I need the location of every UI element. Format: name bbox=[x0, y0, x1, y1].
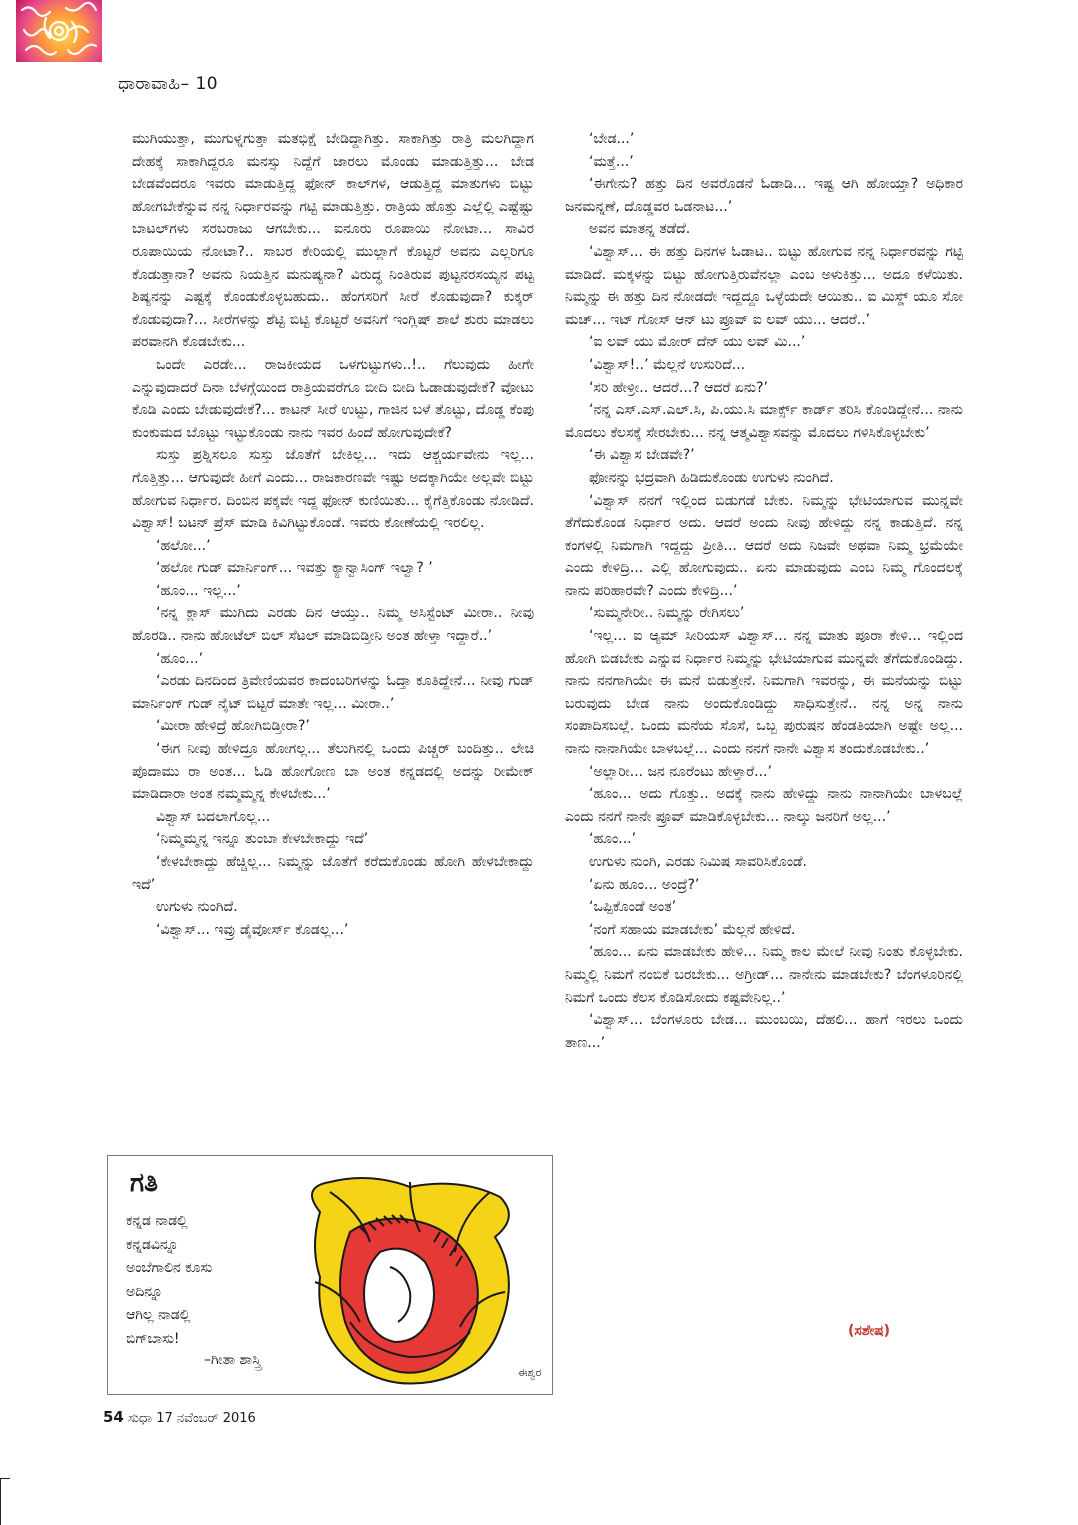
poem-box bbox=[107, 1155, 553, 1395]
dialogue-line: ‘ಅಲ್ಲಾರೀ... ಜನ ನೂರೆಂಟು ಹೇಳ್ತಾರೆ...’ bbox=[589, 763, 772, 780]
dialogue-line: ‘ನಿಮ್ಮಮ್ಮನ್ನ ಇನ್ನೂ ತುಂಬಾ ಕೇಳಬೇಕಾದ್ದು ಇದೆ’ bbox=[156, 831, 369, 848]
dialogue-line: ‘ಒಪ್ಪಿಕೊಂಡೆ ಅಂತ’ bbox=[589, 899, 677, 916]
dialogue-line: ‘ಸರಿ ಹೇಳ್ರೀ.. ಆದರೆ...? ಆದರೆ ಏನು?’ bbox=[589, 379, 768, 396]
poem-line: ಆಗಿಲ್ಲ ನಾಡಲ್ಲಿ bbox=[126, 1307, 191, 1323]
series-label: ಧಾರಾವಾಹಿ– 10 bbox=[118, 74, 219, 94]
poem-author: –ಗೀತಾ ಶಾಸ್ತ್ರಿ bbox=[204, 1352, 262, 1368]
dialogue-line: ‘ನನ್ನ ಕ್ಲಾಸ್ ಮುಗಿದು ಎರಡು ದಿನ ಆಯ್ತು.. ನಿಮ್ಮ ಅಸಿಸ್ಟೆಂಟ್ ಮೀರಾ.. ನೀವು ಹೊರಡಿ.. ನಾನು ಹೋಟೆಲ್ ಬಿಲ್ ಸೆಟಲ್ ಮಾಡಿಬಿಡ್ತೀನಿ ಅಂತ ಹೇಳ್ತಾ ಇದ್ದಾರೆ..’ bbox=[132, 605, 534, 645]
left-text-column bbox=[132, 128, 534, 941]
poem-lines bbox=[126, 1210, 212, 1351]
magazine-name: ಸುಧಾ bbox=[128, 1411, 153, 1426]
dialogue-line: ‘ಹೂಂ... ಅದು ಗೊತ್ತು.. ಅದಕ್ಕೆ ನಾನು ಹೇಳಿದ್ದು ನಾನು ನಾನಾಗಿಯೇ ಬಾಳಬಲ್ಲೆ ಎಂದು ನನಗೆ ನಾನೇ ಪ್ರೂವ್ ಮಾಡಿಕೊಳ್ಳಬೇಕು... ನಾಲ್ಕು ಜನರಿಗೆ ಅಲ್ಲ...’ bbox=[565, 786, 963, 825]
issue-date: 17 ನವೆಂಬರ್ 2016 bbox=[156, 1411, 256, 1426]
dialogue-line: ‘ಐ ಲವ್ ಯು ಮೋರ್ ದೆನ್ ಯು ಲವ್ ಮಿ...’ bbox=[589, 334, 806, 351]
dialogue-line: ವಿಶ್ವಾಸ್ ಬದಲಾಗೊಲ್ಲ... bbox=[156, 808, 271, 825]
dialogue-line: ‘ಎರಡು ದಿನದಿಂದ ತ್ರಿವೇಣಿಯವರ ಕಾದಂಬರಿಗಳನ್ನು ಓದ್ತಾ ಕೂತಿದ್ದೇನೆ... ನೀವು ಗುಡ್ ಮಾರ್ನಿಂಗ್ ಗುಡ್ ನೈಟ್ ಬಿಟ್ಟರೆ ಮಾತೇ ಇಲ್ಲ... ಮೀರಾ..’ bbox=[132, 673, 534, 712]
dialogue-line: ‘ಕೇಳಬೇಕಾದ್ದು ಹೆಚ್ಚಿಲ್ಲ... ನಿಮ್ಮನ್ನು ಜೊತೆಗೆ ಕರೆದುಕೊಂಡು ಹೋಗಿ ಹೇಳಬೇಕಾದ್ದು ಇದೆ’ bbox=[132, 854, 534, 893]
dialogue-line: ‘ಮೀರಾ ಹೇಳಿದ್ರೆ ಹೋಗಿಬಿಡ್ತೀರಾ?’ bbox=[156, 718, 310, 735]
dialogue-line: ಉಗುಳು ನುಂಗಿ, ಎರಡು ನಿಮಿಷ ಸಾವರಿಸಿಕೊಂಡೆ. bbox=[589, 854, 807, 870]
dialogue-line: ‘ವಿಶ್ವಾಸ್ ನನಗೆ ಇಲ್ಲಿಂದ ಬಿಡುಗಡೆ ಬೇಕು. ನಿಮ್ಮನ್ನು ಭೇಟಿಯಾಗುವ ಮುನ್ನವೇ ತೆಗೆದುಕೊಂಡ ನಿರ್ಧಾರ ಅದು. ಆದರೆ ಅಂದು ನೀವು ಹೇಳಿದ್ದು ನನ್ನ ಕಾಡುತ್ತಿದೆ. ನನ್ನ ಕಂಗಳಲ್ಲಿ ನಿಮಗಾಗಿ ಇದ್ದದ್ದು ಪ್ರೀತಿ... ಆದರೆ ಅದು ನಿಜವೇ ಅಥವಾ ನಿಮ್ಮ ಭ್ರಮೆಯೇ ಎಂದು ಕೇಳಿದ್ರಿ... ಎಲ್ಲಿ ಹೋಗುವುದು.. ಏನು ಮಾಡುವುದು ಎಂಬ ನಿಮ್ಮ ಗೊಂದಲಕ್ಕೆ ನಾನು ಪರಿಹಾರವೇ? ಎಂದು ಕೇಳಿದ್ರಿ...’ bbox=[565, 492, 963, 599]
page-footer bbox=[103, 1408, 256, 1426]
paragraph: ಒಂದೇ ಎರಡೇ... ರಾಜಕೀಯದ ಒಳಗುಟ್ಟುಗಳು..!.. ಗೆಲುವುದು ಹೀಗೇ ಎನ್ನುವುದಾದರೆ ದಿನಾ ಬೆಳಗ್ಗೆಯಿಂದ ರಾತ್ರಿಯವರೆಗೂ ಬೀದಿ ಬೀದಿ ಓಡಾಡುವುದೇಕೆ? ವೋಟು ಕೊಡಿ ಎಂದು ಬೇಡುವುದೇಕೆ?... ಕಾಟನ್ ಸೀರೆ ಉಟ್ಟು, ಗಾಜಿನ ಬಳೆ ತೊಟ್ಟು, ದೊಡ್ಡ ಕೆಂಪು ಕುಂಕುಮದ ಬೊಟ್ಟು ಇಟ್ಟುಕೊಂಡು ನಾನು ಇವರ ಹಿಂದೆ ಹೋಗುವುದೇಕೆ? bbox=[132, 356, 534, 441]
poem-line: ಕನ್ನಡವಿನ್ನೂ bbox=[126, 1236, 179, 1253]
swirl-pattern-icon bbox=[16, 0, 102, 62]
page-number: 54 bbox=[103, 1408, 124, 1426]
dialogue-line: ‘ಇಲ್ಲ... ಐ ಆ್ಯಮ್ ಸೀರಿಯಸ್ ವಿಶ್ವಾಸ್... ನನ್ನ ಮಾತು ಪೂರಾ ಕೇಳಿ... ಇಲ್ಲಿಂದ ಹೋಗಿ ಬಿಡಬೇಕು ಎನ್ನುವ ನಿರ್ಧಾರ ನಿಮ್ಮನ್ನು ಭೇಟಿಯಾಗುವ ಮುನ್ನವೇ ತೆಗೆದುಕೊಂಡಿದ್ದು. ನಾನು ನನಗಾಗಿಯೇ ಈ ಮನೆ ಬಿಡುತ್ತೇನೆ. ನಿಮಗಾಗಿ ಇವರನ್ನು, ಈ ಮನೆಯನ್ನು ಬಿಟ್ಟು ಬರುವುದು ಬೇಡ ನಾನು ಅಂದುಕೊಂಡಿದ್ದು ಸಾಧಿಸುತ್ತೇನೆ.. ನನ್ನ ಅನ್ನ ನಾನು ಸಂಪಾದಿಸಬಲ್ಲೆ. ಒಂದು ಮನೆಯ ಸೊಸೆ, ಒಬ್ಬ ಪುರುಷನ ಹೆಂಡತಿಯಾಗಿ ಅಷ್ಟೇ ಅಲ್ಲ... ನಾನು ನಾನಾಗಿಯೇ ಬಾಳಬಲ್ಲೆ... ಎಂದು ನನಗೆ ನಾನೇ ವಿಶ್ವಾಸ ತಂದುಕೊಡಬೇಕು..’ bbox=[565, 628, 963, 758]
dialogue-line: ‘ವಿಶ್ವಾಸ್... ಈ ಹತ್ತು ದಿನಗಳ ಓಡಾಟ.. ಬಿಟ್ಟು ಹೋಗುವ ನನ್ನ ನಿರ್ಧಾರವನ್ನು ಗಟ್ಟಿ ಮಾಡಿದೆ. ಮಕ್ಕಳನ್ನು ಬಿಟ್ಟು ಹೋಗುತ್ತಿರುವೆನಲ್ಲಾ ಎಂಬ ಅಳುಕಿತ್ತು... ಅದೂ ಕಳೆಯಿತು. ನಿಮ್ಮನ್ನು ಈ ಹತ್ತು ದಿನ ನೋಡದೇ ಇದ್ದದ್ದೂ ಒಳ್ಳೆಯದೇ ಆಯಿತು.. ಐ ಮಿಸ್ಡ್ ಯೂ ಸೋ ಮಚ್... ಇಟ್ ಗೋಸ್ ಆನ್ ಟು ಪ್ರೂವ್ ಐ ಲವ್ ಯು... ಆದರೆ..’ bbox=[565, 243, 963, 328]
dialogue-line: ‘ಹೂಂ... ಏನು ಮಾಡಬೇಕು ಹೇಳಿ... ನಿಮ್ಮ ಕಾಲ ಮೇಲೆ ನೀವು ನಿಂತು ಕೊಳ್ಳಬೇಕು. ನಿಮ್ಮಲ್ಲಿ ನಿಮಗೆ ನಂಬಿಕೆ ಬರಬೇಕು... ಅಗ್ರೀಡ್... ನಾನೇನು ಮಾಡಬೇಕು? ಬೆಂಗಳೂರಿನಲ್ಲಿ ನಿಮಗೆ ಒಂದು ಕೆಲಸ ಕೊಡಿಸೋದು ಕಷ್ಟವೇನಿಲ್ಲ..’ bbox=[565, 944, 963, 1006]
continued-note: (ಸಶೇಷ) bbox=[848, 1323, 891, 1339]
crop-mark bbox=[0, 1478, 1, 1525]
poem-title: ಗತಿ bbox=[130, 1168, 158, 1198]
dialogue-line: ‘ನನ್ನ ಎಸ್.ಎಸ್.ಎಲ್.ಸಿ, ಪಿ.ಯು.ಸಿ ಮಾರ್ಕ್ಸ್ ಕಾರ್ಡ್ ತರಿಸಿ ಕೊಂಡಿದ್ದೇನೆ... ನಾನು ಮೊದಲು ಕೆಲಸಕ್ಕೆ ಸೇರಬೇಕು... ನನ್ನ ಆತ್ಮವಿಶ್ವಾಸವನ್ನು ಮೊದಲು ಗಳಿಸಿಕೊಳ್ಳಬೇಕು’ bbox=[565, 402, 963, 441]
dialogue-line: ‘ವಿಶ್ವಾಸ್... ಬೆಂಗಳೂರು ಬೇಡ... ಮುಂಬಯಿ, ದೆಹಲಿ... ಹಾಗೆ ಇರಲು ಒಂದು ತಾಣ...’ bbox=[565, 1012, 963, 1051]
dialogue-line: ಉಗುಳು ನುಂಗಿದೆ. bbox=[156, 899, 238, 916]
right-text-column bbox=[565, 128, 963, 1054]
dialogue-line: ‘ಈ ವಿಶ್ವಾಸ ಬೇಡವೇ?’ bbox=[589, 447, 695, 464]
poem-line: ಅದಿನ್ನೂ bbox=[126, 1283, 163, 1300]
dialogue-line: ಅವನ ಮಾತನ್ನ ತಡೆದೆ. bbox=[589, 221, 691, 238]
illustration bbox=[290, 1172, 530, 1392]
dialogue-line: ‘ಈಗೇನು? ಹತ್ತು ದಿನ ಅವರೊಡನೆ ಓಡಾಡಿ... ಇಷ್ಟ ಆಗಿ ಹೋಯ್ತಾ? ಅಧಿಕಾರ ಜನಮನ್ನಣೆ, ದೊಡ್ಡವರ ಒಡನಾಟ...’ bbox=[565, 176, 963, 215]
poem-line: ಬಿಗ್‌ಬಾಸು! bbox=[126, 1330, 180, 1347]
paragraph: ಮುಗಿಯುತ್ತಾ, ಮುಗುಳ್ನಗುತ್ತಾ ಮತಭಿಕ್ಷೆ ಬೇಡಿದ್ದಾಗಿತ್ತು. ಸಾಕಾಗಿತ್ತು ರಾತ್ರಿ ಮಲಗಿದ್ದಾಗ ದೇಹಕ್ಕೆ ಸಾಕಾಗಿದ್ದರೂ ಮನಸ್ಸು ನಿದ್ದೆಗೆ ಜಾರಲು ಮೊಂಡು ಮಾಡುತ್ತಿತ್ತು... ಬೇಡ ಬೇಡವೆಂದರೂ ಇವರು ಮಾಡುತ್ತಿದ್ದ ಫೋನ್ ಕಾಲ್‌ಗಳ, ಆಡುತ್ತಿದ್ದ ಮಾತುಗಳು ಬಿಟ್ಟು ಹೋಗಬೇಕೆನ್ನುವ ನನ್ನ ನಿರ್ಧಾರವನ್ನು ಗಟ್ಟಿ ಮಾಡುತ್ತಿತ್ತು. ರಾತ್ರಿಯ ಹೊತ್ತು ಎಲ್ಲೆಲ್ಲಿ ಎಷ್ಟೆಷ್ಟು ಬಾಟಲ್‌ಗಳು ಸರಬರಾಜು ಆಗಬೇಕು... ಐನೂರು ರೂಪಾಯಿ ನೋಟಾ... ಸಾವಿರ ರೂಪಾಯಿಯ ನೋಟಾ?.. ಸಾಬರ ಕೇರಿಯಲ್ಲಿ ಮುಲ್ಲಾಗೆ ಕೊಟ್ಟರೆ ಅವನು ಎಲ್ಲರಿಗೂ ಕೊಡುತ್ತಾನಾ? ಅವನು ನಿಯತ್ತಿನ ಮನುಷ್ಯನಾ? ವಿರುದ್ಧ ನಿಂತಿರುವ ಪುಟ್ಟನರಸಯ್ಯನ ಪಟ್ಟ ಶಿಷ್ಯನನ್ನು ಎಷ್ಟಕ್ಕೆ ಕೊಂಡುಕೊಳ್ಳಬಹುದು.. ಹೆಂಗಸರಿಗೆ ಸೀರೆ ಕೊಡುವುದಾ? ಕುಕ್ಕರ್ ಕೊಡುವುದಾ?... ಸೀರೆಗಳನ್ನು ಶೆಟ್ಟಿ ಬಿಟ್ಟಿ ಕೊಟ್ಟರೆ ಅವನಿಗೆ ಇಂಗ್ಲಿಷ್ ಶಾಲೆ ಶುರು ಮಾಡಲು ಪರವಾನಗಿ ಕೊಡಬೇಕು... bbox=[132, 131, 534, 351]
dialogue-line: ‘ಹೂಂ...’ bbox=[589, 831, 637, 848]
dialogue-line: ‘ವಿಶ್ವಾಸ್!..’ ಮೆಲ್ಲನೆ ಉಸುರಿದೆ... bbox=[589, 356, 746, 373]
dialogue-line: ‘ಹಲೋ ಗುಡ್ ಮಾರ್ನಿಂಗ್... ಇವತ್ತು ಕ್ಯಾನ್ವಾಸಿಂಗ್ ಇಲ್ವಾ? ’ bbox=[156, 560, 433, 577]
series-logo bbox=[16, 0, 102, 62]
artist-signature: ಈಶ್ವರ bbox=[518, 1366, 542, 1379]
dialogue-line: ‘ಏನು ಹೂಂ... ಅಂದ್ರೆ?’ bbox=[589, 876, 700, 893]
paragraph: ಸುಸ್ತು ಪ್ರಶ್ನಿಸಲೂ ಸುಸ್ತು ಜೊತೆಗೆ ಬೇಕಿಲ್ಲ... ಇದು ಆಶ್ಚರ್ಯವೇನು ಇಲ್ಲ... ಗೊತ್ತಿತ್ತು... ಆಗುವುದೇ ಹೀಗೆ ಎಂದು... ರಾಜಕಾರಣವೇ ಇಷ್ಟು ಅದಕ್ಕಾಗಿಯೇ ಅಲ್ಲವೇ ಬಿಟ್ಟು ಹೋಗುವ ನಿರ್ಧಾರ. ದಿಂಬಿನ ಪಕ್ಕವೇ ಇದ್ದ ಫೋನ್ ಕುಣಿಯಿತು... ಕೈಗೆತ್ತಿಕೊಂಡು ನೋಡಿದೆ. ವಿಶ್ವಾಸ್! ಬಟನ್ ಪ್ರೆಸ್ ಮಾಡಿ ಕಿವಿಗಿಟ್ಟುಕೊಂಡೆ. ಇವರು ಕೋಣೆಯಲ್ಲಿ ಇರಲಿಲ್ಲ. bbox=[132, 447, 534, 532]
dialogue-line: ‘ಈಗ ನೀವು ಹೇಳಿದ್ರೂ ಹೋಗಲ್ಲ... ತೆಲುಗಿನಲ್ಲಿ ಒಂದು ಪಿಚ್ಚರ್ ಬಂದಿತ್ತು.. ಲೇಚಿ ಪೊದಾಮು ರಾ ಅಂತ... ಓಡಿ ಹೋಗೋಣ ಬಾ ಅಂತ ಕನ್ನಡದಲ್ಲಿ ಅದನ್ನು ರೀಮೇಕ್ ಮಾಡಿದಾರಾ ಅಂತ ನಮ್ಮಮ್ಮನ್ನ ಕೇಳಬೇಕು...’ bbox=[132, 741, 534, 803]
crop-mark bbox=[0, 1478, 10, 1479]
poem-line: ಕನ್ನಡ ನಾಡಲ್ಲಿ bbox=[126, 1213, 188, 1229]
poem-line: ಅಂಬೆಗಾಲಿನ ಕೂಸು bbox=[126, 1260, 213, 1276]
dialogue-line: ‘ಹೂಂ... ಇಲ್ಲ...’ bbox=[156, 582, 241, 599]
dialogue-line: ‘ಬೇಡ...’ bbox=[589, 131, 635, 147]
dialogue-line: ಫೋನನ್ನು ಭದ್ರವಾಗಿ ಹಿಡಿದುಕೊಂಡು ಉಗುಳು ನುಂಗಿದೆ. bbox=[589, 469, 834, 486]
dialogue-line: ‘ನಂಗೆ ಸಹಾಯ ಮಾಡಬೇಕು’ ಮೆಲ್ಲನೆ ಹೇಳಿದೆ. bbox=[589, 921, 796, 938]
dialogue-line: ‘ವಿಶ್ವಾಸ್... ಇವ್ರು ಡೈವೋರ್ಸ್ ಕೊಡಲ್ಲ...’ bbox=[156, 921, 349, 938]
dialogue-line: ‘ಸುಮ್ಮನೇರೀ.. ನಿಮ್ಮನ್ನು ರೇಗಿಸಲು’ bbox=[589, 605, 745, 622]
dialogue-line: ‘ಹೂಂ...’ bbox=[156, 650, 204, 667]
dialogue-line: ‘ಹಲೋ...’ bbox=[156, 537, 211, 554]
dialogue-line: ‘ಮತ್ತೆ...’ bbox=[589, 153, 634, 170]
